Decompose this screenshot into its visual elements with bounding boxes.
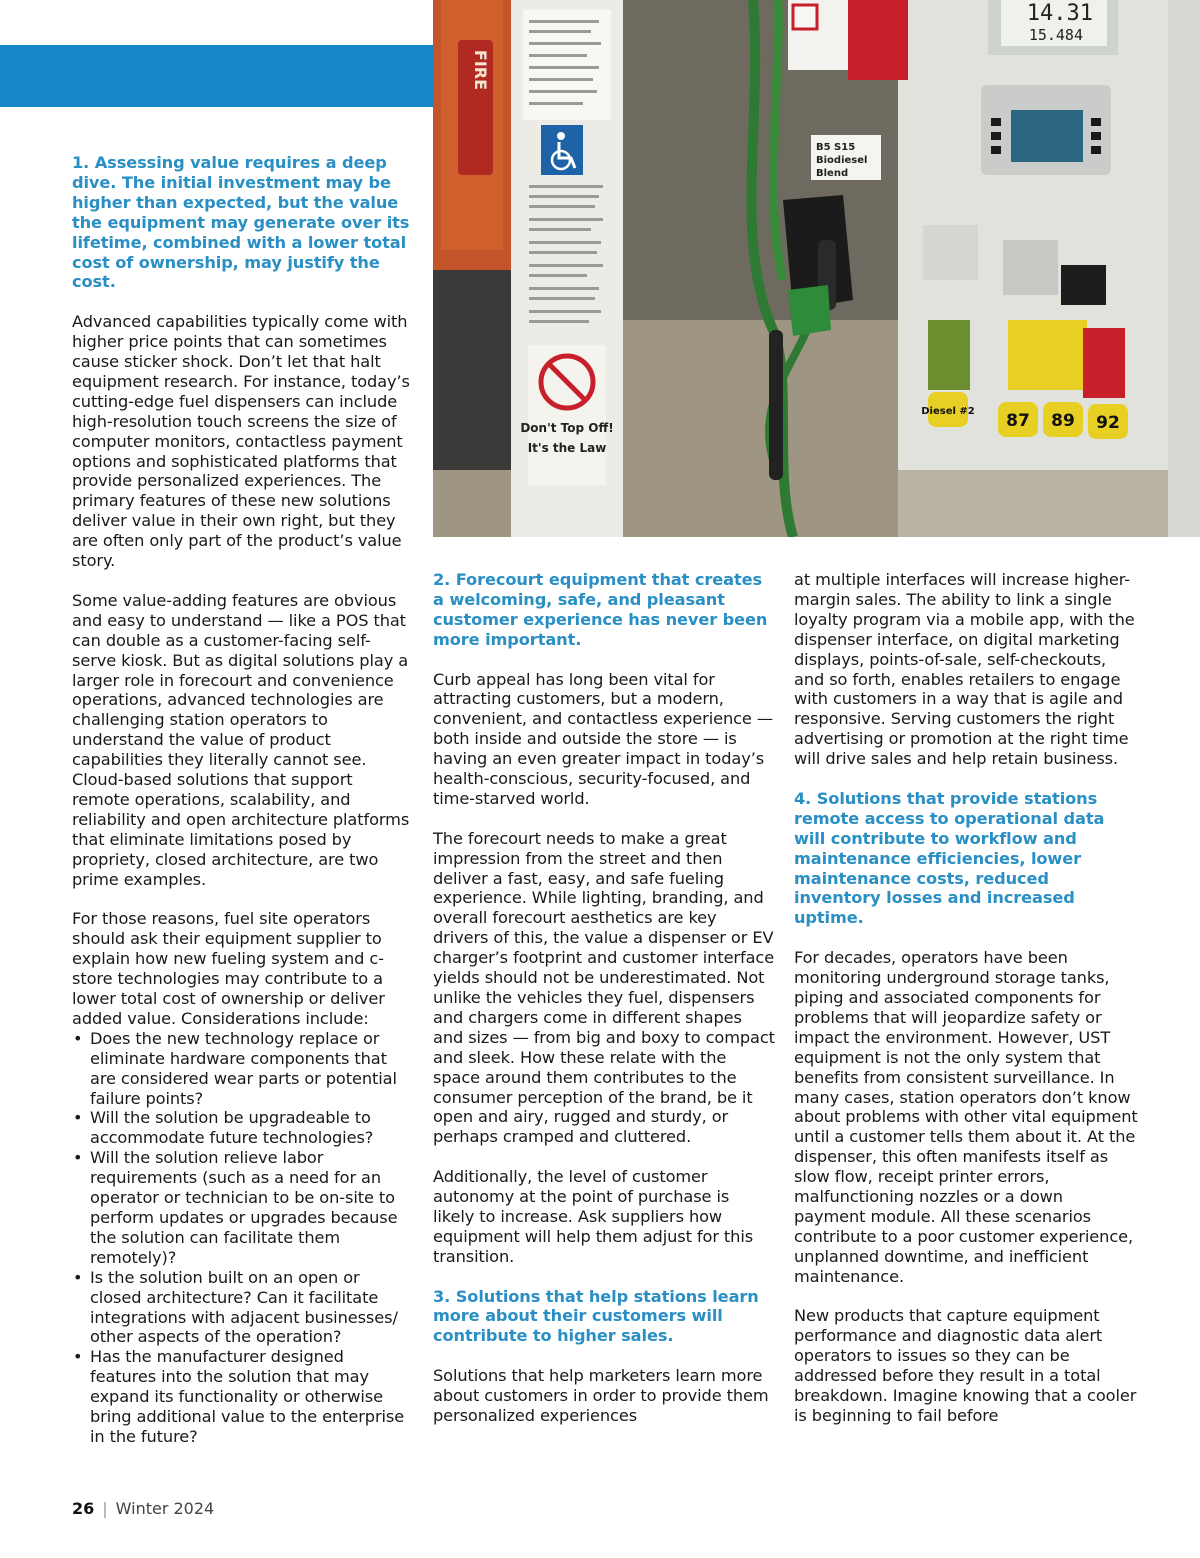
list-item: • Will the solution be upgradeable to accommodate future technologies?: [72, 1108, 412, 1148]
section-1-paragraph: Advanced capabilities typically come with higher price points that can sometimes cause sticker shock. Don’t let that halt equipment research. For instance, today’s cutting-edge fuel dispensers can include high-resolution touch screens the size of computer monitors, contactless payment options and sophisticated platforms that provide personalized experiences. The primary features of these new solutions deliver value in their own right, but they are often only part of the product’s value story.: [72, 312, 410, 571]
section-3-paragraph: Solutions that help marketers learn more about customers in order to provide them personalized experiences: [433, 1366, 769, 1425]
green-nozzle: [788, 285, 831, 336]
grade-92-label: 92: [1096, 413, 1120, 433]
list-item: • Will the solution relieve labor requirements (such as a need for an operator or technician to be on-site to perform updates or upgrades because the solution can facilitate them remotely)?: [72, 1148, 412, 1267]
pump-screen: [1011, 110, 1083, 162]
section-2-paragraph: The forecourt needs to make a great impression from the street and then deliver a fast, easy, and safe fueling experience. While lighting, branding, and overall forecourt aesthetics are key drivers of this, the value a dispenser or EV charger’s footprint and customer interface yields should not be underestimated. Not unlike the vehicles they fuel, dispensers and chargers come in different shapes and sizes — from big and boxy to compact and sleek. How these relate with the space around them contributes to the consumer perception of the brand, be it open and airy, rugged and sturdy, or perhaps cramped and cluttered.: [433, 828, 775, 1147]
card-reader: [1061, 265, 1106, 305]
section-2-paragraph: Curb appeal has long been vital for attracting customers, but a modern, convenient, and contactless experience — both inside and outside the store — is having an even greater impact in today’s health-conscious, security-focused, and time-starved world.: [433, 669, 773, 808]
grade-89-label: 89: [1051, 411, 1075, 431]
section-3-heading: 3. Solutions that help stations learn more about their customers will contribute to higher sales.: [433, 1286, 759, 1346]
section-2-heading: 2. Forecourt equipment that creates a welcoming, safe, and pleasant customer experience has never been more important.: [433, 570, 768, 649]
section-1-paragraph: Some value-adding features are obvious and easy to understand — like a POS that can double as a customer-facing self-serve kiosk. But as digital solutions play a larger role in forecourt and convenience operations, advanced technologies are challenging station operators to understand the value of product capabilities they literally cannot see. Cloud-based solutions that support remote operations, scalability, and reliability and open architecture platforms that eliminate limitations posed by propriety, closed architecture, are two prime examples.: [72, 590, 410, 889]
biodiesel-line3: Blend: [816, 168, 849, 179]
list-item: • Has the manufacturer designed features into the solution that may expand its functionality or otherwise bring additional value to the enterprise in the future?: [72, 1347, 412, 1447]
pump-display-bottom: 15.484: [1028, 26, 1083, 44]
its-the-law-text: It's the Law: [527, 441, 607, 455]
section-1-heading: 1. Assessing value requires a deep dive. The initial investment may be higher than expected, but the value the equipment may generate over its lifetime, combined with a lower total cost of ownership, may justify the cost.: [72, 153, 410, 292]
dont-top-off-text: Don't Top Off!: [520, 421, 614, 435]
page-footer: [72, 1499, 214, 1519]
section-4-paragraph: For decades, operators have been monitoring underground storage tanks, piping and associated components for problems that will jeopardize safety or impact the environment. However, UST equipment is not the only system that benefits from consistent surveillance. In many cases, station operators don’t know about problems with other vital equipment until a customer tells them about it. At the dispenser, this often manifests itself as slow flow, receipt printer errors, malfunctioning nozzles or a down payment module. All these scenarios contribute to a poor customer experience, unplanned downtime, and inefficient maintenance.: [794, 948, 1138, 1286]
list-item: • Is the solution built on an open or closed architecture? Can it facilitate integrations with adjacent businesses/ other aspects of the operation?: [72, 1268, 412, 1348]
footer-separator: |: [102, 1499, 108, 1518]
section-1-paragraph: For those reasons, fuel site operators should ask their equipment supplier to explain how new fueling system and c-store technologies may contribute to a lower total cost of ownership or deliver added value. Considerations include:: [72, 909, 385, 1028]
fuel-pump-photo: [433, 0, 1200, 537]
grade-87-label: 87: [1006, 411, 1030, 431]
column-left: [72, 153, 412, 1447]
column-right: [794, 570, 1139, 1446]
column-middle: [433, 570, 775, 1446]
section-3-paragraph-continued: at multiple interfaces will increase higher-margin sales. The ability to link a single loyalty program via a mobile app, with the dispenser interface, on digital marketing displays, points-of-sale, self-checkouts, and so forth, enables retailers to engage with customers in a way that is agile and responsive. Serving customers the right advertising or promotion at the right time will drive sales and help retain business.: [794, 570, 1135, 769]
grade-diesel-label: Diesel #2: [921, 406, 975, 417]
page-number: 26: [72, 1499, 95, 1518]
section-4-heading: 4. Solutions that provide stations remote access to operational data will contribute to workflow and maintenance efficiencies, lower maintenance costs, reduced inventory losses and increased uptime.: [794, 788, 1105, 928]
list-item: • Does the new technology replace or eliminate hardware components that are considered wear parts or potential failure points?: [72, 1029, 412, 1109]
biodiesel-label: B5 S15: [816, 142, 856, 153]
section-2-paragraph: Additionally, the level of customer autonomy at the point of purchase is likely to increase. Ask suppliers how equipment will help them adjust for this transition.: [433, 1167, 754, 1266]
section-4-paragraph: New products that capture equipment performance and diagnostic data alert operators to issues so they can be addressed before they result in a total breakdown. Imagine knowing that a cooler is beginning to fail before: [794, 1306, 1137, 1426]
considerations-list: [72, 1029, 412, 1447]
issue-label: Winter 2024: [115, 1499, 215, 1518]
fire-sign-text: FIRE: [471, 49, 490, 91]
header-color-band: [0, 45, 433, 107]
biodiesel-line2: Biodiesel: [816, 155, 868, 166]
pump-display-top: 14.31: [1026, 1, 1093, 26]
keypad: [1003, 240, 1058, 295]
